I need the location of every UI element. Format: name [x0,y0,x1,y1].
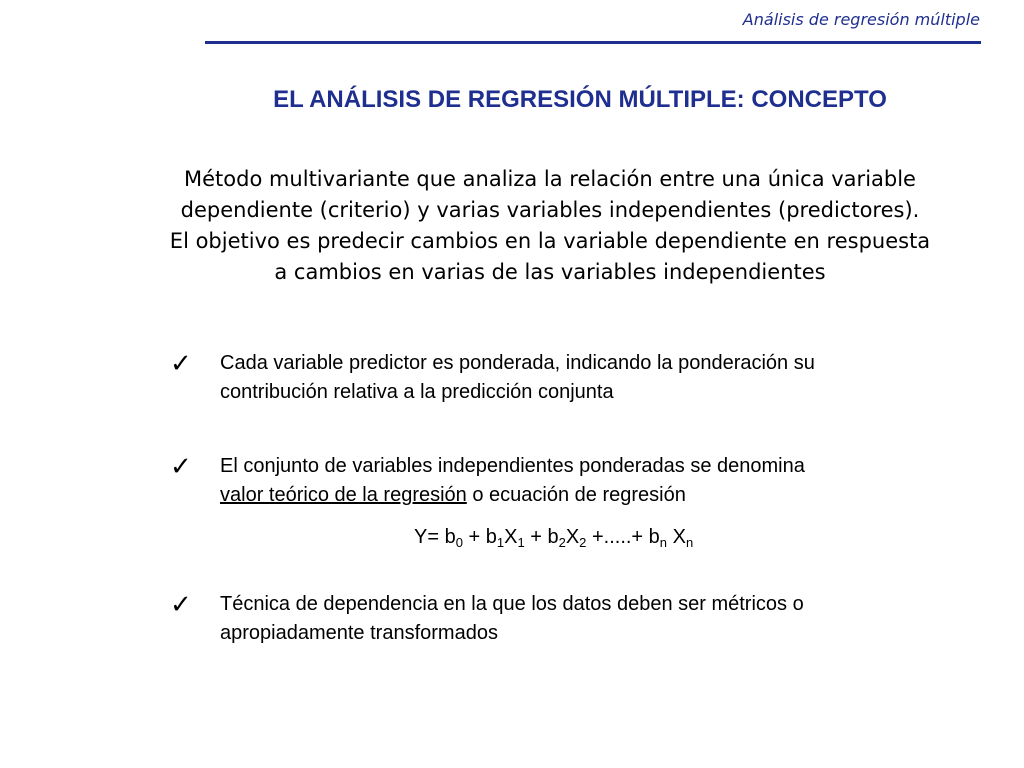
intro-paragraph [90,164,1010,288]
bullet-line [220,481,960,510]
intro-line: Método multivariante que analiza la relación entre una única variable [184,167,916,191]
bullet-line: El conjunto de variables independientes ponderadas se denomina [220,455,805,477]
eq-term: X [504,526,518,548]
bullet-text [220,349,960,407]
intro-line: dependiente (criterio) y varias variables independientes (predictores). [180,198,920,222]
checkmark-icon: ✓ [170,452,192,482]
bullet-line: apropiadamente transformados [220,622,498,644]
eq-term: X [667,526,686,548]
eq-subscript: n [659,535,668,550]
key-term: valor teórico de la regresión [220,484,467,506]
eq-term: + b [524,526,559,548]
eq-term: +.....+ b [586,526,660,548]
eq-term: Y= b [414,526,456,548]
checkmark-icon: ✓ [170,590,192,620]
header-subject: Análisis de regresión múltiple [742,10,980,29]
checkmark-icon: ✓ [170,349,192,379]
eq-subscript: 1 [517,535,525,550]
eq-subscript: n [685,535,694,550]
eq-subscript: 1 [496,535,505,550]
eq-subscript: 2 [579,535,587,550]
intro-line: a cambios en varias de las variables independientes [274,260,826,284]
eq-subscript: 0 [455,535,463,550]
regression-equation [414,526,693,549]
bullet-line: Técnica de dependencia en la que los datos deben ser métricos o [220,593,804,615]
slide-title: EL ANÁLISIS DE REGRESIÓN MÚLTIPLE: CONCEPTO [273,86,887,113]
eq-term: + b [462,526,497,548]
bullet-line: contribución relativa a la predicción conjunta [220,381,614,403]
eq-term: X [565,526,580,548]
header-divider [205,41,981,44]
eq-subscript: 2 [558,535,566,550]
bullet-line: Cada variable predictor es ponderada, indicando la ponderación su [220,352,815,374]
bullet-text [220,590,960,648]
intro-line: El objetivo es predecir cambios en la variable dependiente en respuesta [169,229,931,253]
bullet-line-rest: o ecuación de regresión [466,484,686,506]
bullet-text [220,452,960,510]
